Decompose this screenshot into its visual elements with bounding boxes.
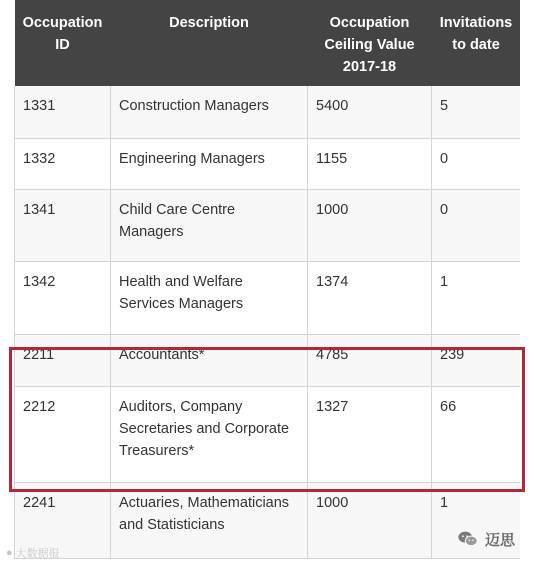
cell-invitations: 1 — [432, 482, 521, 558]
cell-occupation-id: 1332 — [15, 138, 111, 189]
cell-ceiling-value: 5400 — [308, 86, 432, 138]
header-invitations: Invitations to date — [432, 0, 521, 86]
cell-description: Actuaries, Mathematicians and Statisticians — [111, 482, 308, 558]
occupation-ceiling-table — [14, 0, 520, 559]
table-row — [15, 189, 521, 261]
weibo-icon: ● — [6, 547, 13, 559]
watermark-right — [457, 528, 515, 550]
table-header-row — [15, 0, 521, 86]
cell-invitations: 1 — [432, 261, 521, 334]
cell-invitations: 0 — [432, 138, 521, 189]
cell-ceiling-value: 1000 — [308, 189, 432, 261]
watermark-left — [6, 545, 60, 561]
header-occupation-id: Occupation ID — [15, 0, 111, 86]
cell-ceiling-value: 1374 — [308, 261, 432, 334]
cell-ceiling-value: 1327 — [308, 386, 432, 482]
cell-description: Engineering Managers — [111, 138, 308, 189]
cell-description: Auditors, Company Secretaries and Corporate Treasurers* — [111, 386, 308, 482]
cell-occupation-id: 1342 — [15, 261, 111, 334]
header-description: Description — [111, 0, 308, 86]
table-row — [15, 138, 521, 189]
cell-invitations: 239 — [432, 334, 521, 386]
table-row — [15, 334, 521, 386]
watermark-left-text: 大数据报 — [15, 548, 60, 560]
cell-description: Child Care Centre Managers — [111, 189, 308, 261]
cell-invitations: 0 — [432, 189, 521, 261]
cell-ceiling-value: 4785 — [308, 334, 432, 386]
cell-description: Accountants* — [111, 334, 308, 386]
cell-invitations: 5 — [432, 86, 521, 138]
cell-ceiling-value: 1000 — [308, 482, 432, 558]
wechat-icon — [457, 528, 479, 550]
watermark-right-text: 迈思 — [484, 531, 515, 549]
cell-occupation-id: 2211 — [15, 334, 111, 386]
cell-ceiling-value: 1155 — [308, 138, 432, 189]
occupation-table-container — [14, 0, 520, 566]
header-ceiling-value: Occupation Ceiling Value 2017-18 — [308, 0, 432, 86]
table-row — [15, 482, 521, 558]
table-row — [15, 386, 521, 482]
cell-occupation-id: 1331 — [15, 86, 111, 138]
cell-description: Health and Welfare Services Managers — [111, 261, 308, 334]
cell-invitations: 66 — [432, 386, 521, 482]
table-row — [15, 86, 521, 138]
cell-occupation-id: 1341 — [15, 189, 111, 261]
table-row — [15, 261, 521, 334]
cell-occupation-id: 2212 — [15, 386, 111, 482]
cell-occupation-id: 2241 — [15, 482, 111, 558]
cell-description: Construction Managers — [111, 86, 308, 138]
